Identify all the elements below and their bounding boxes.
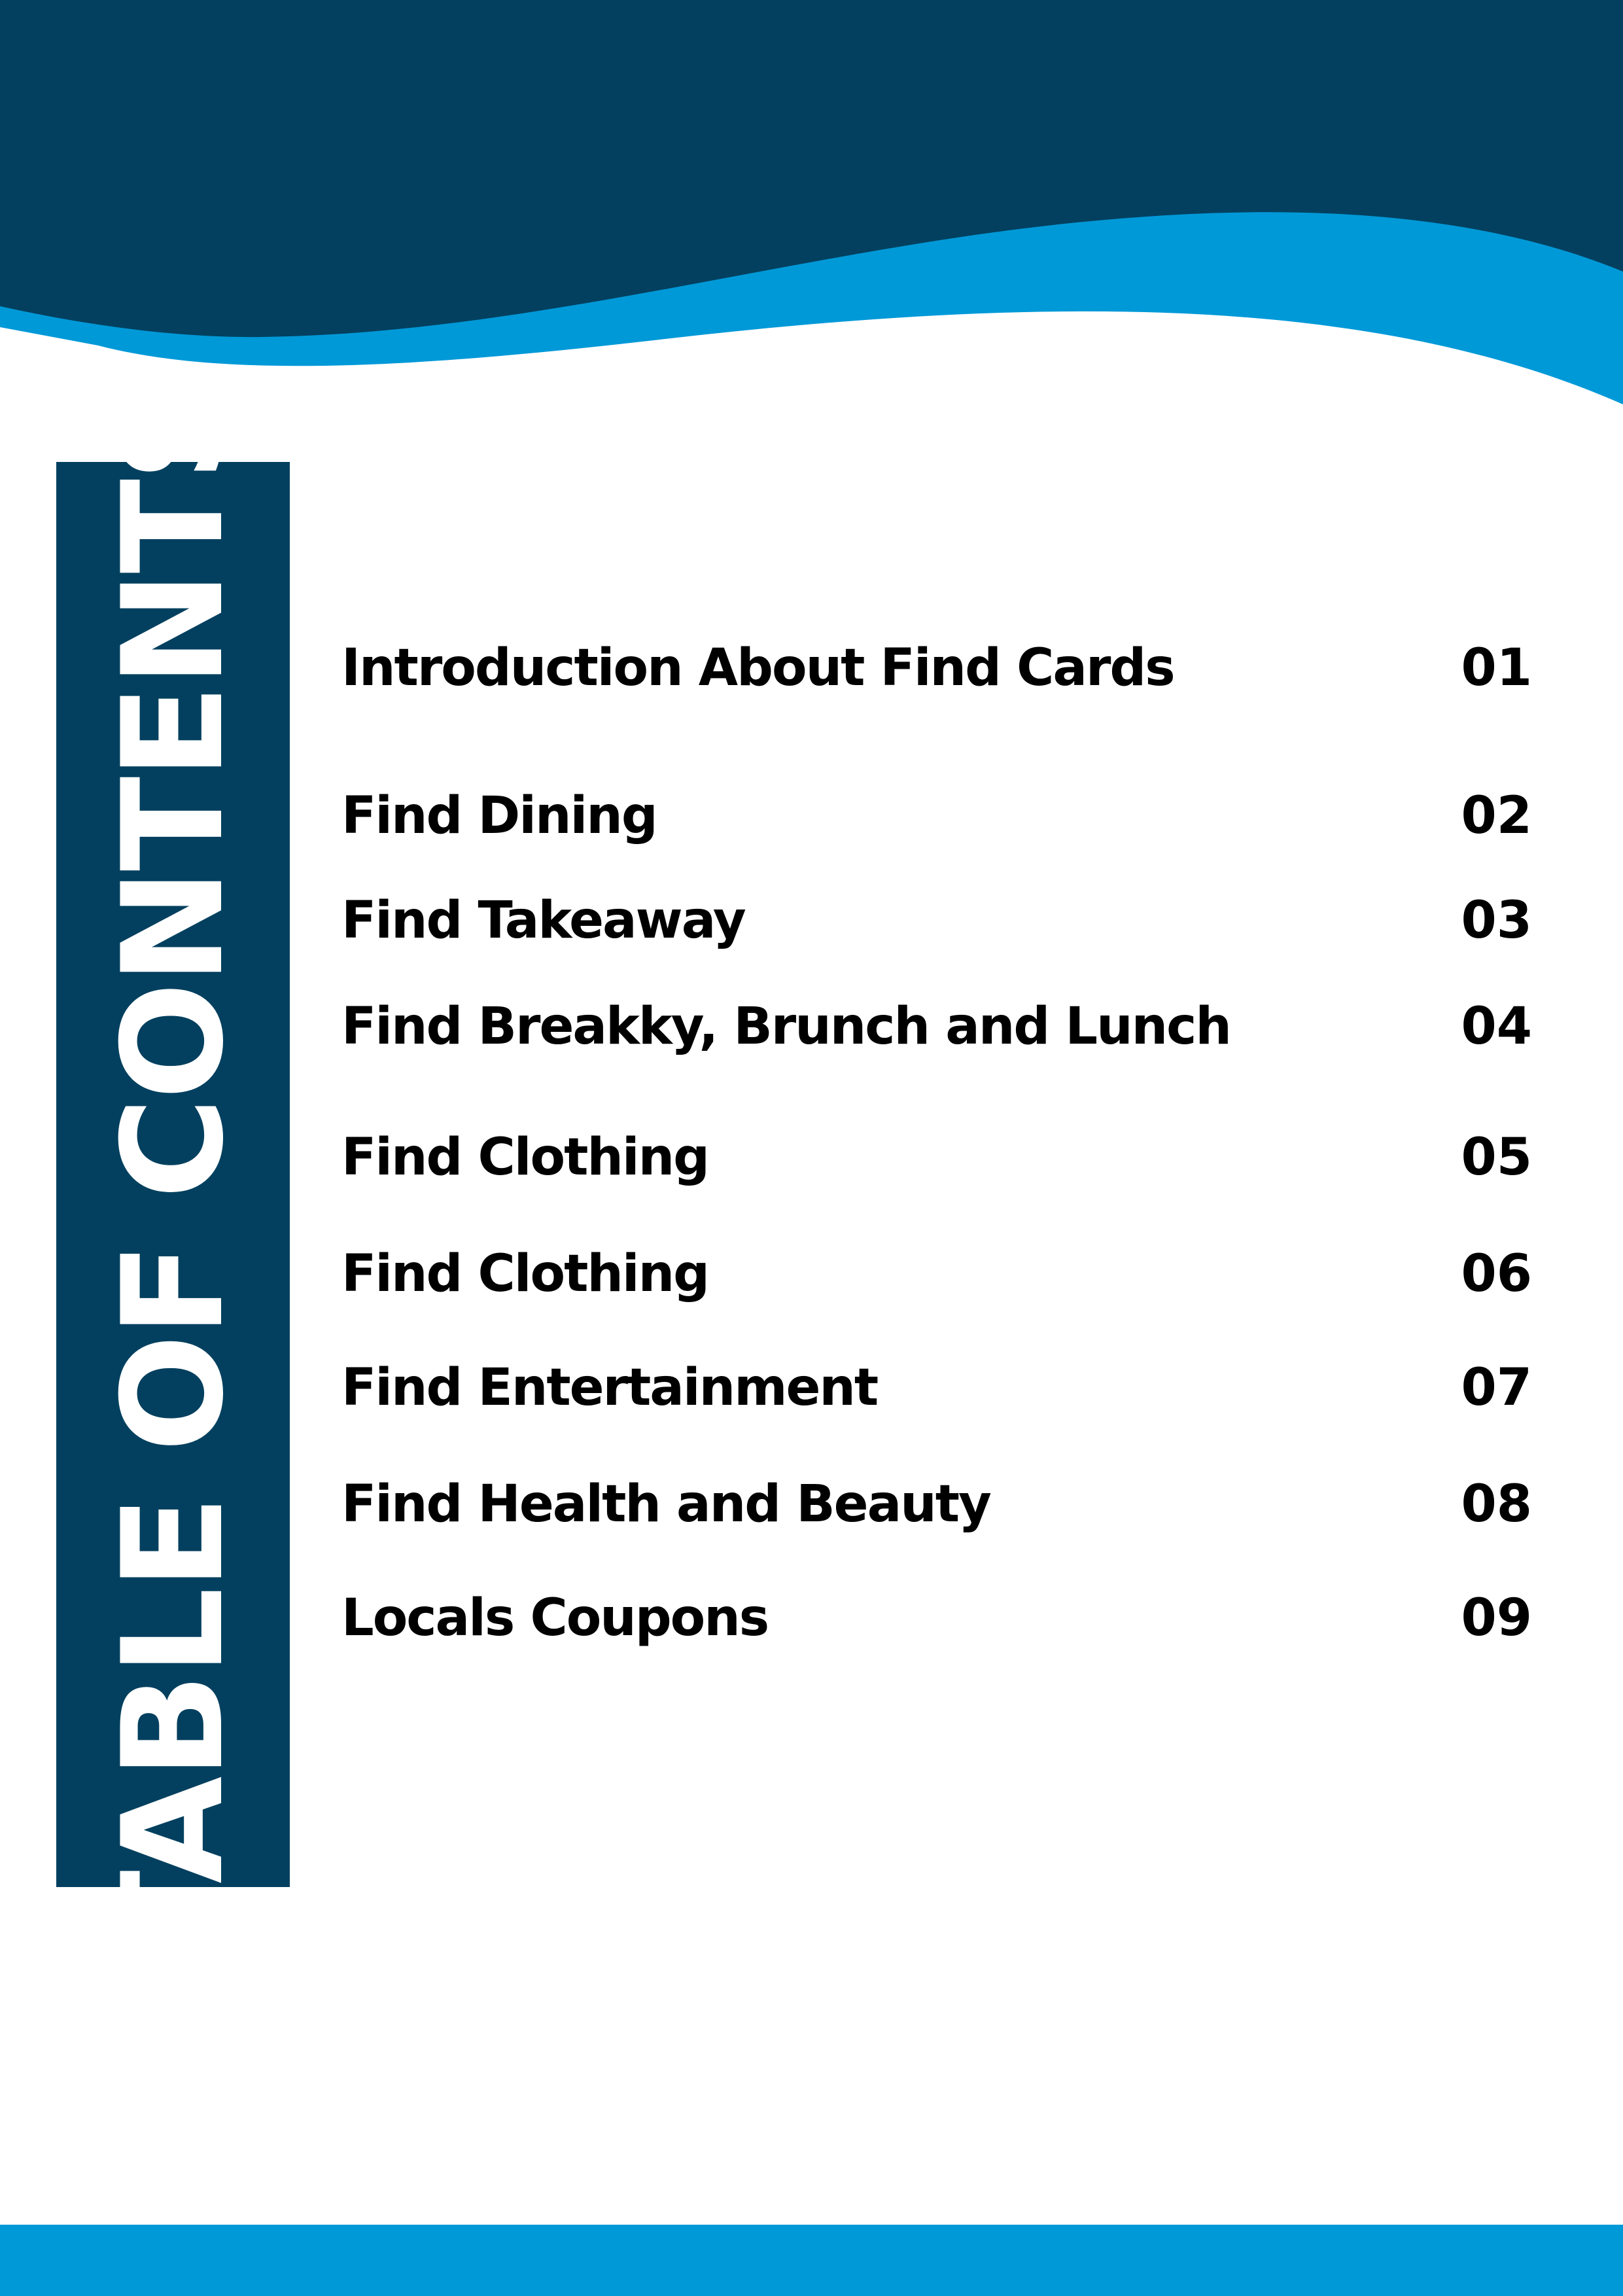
page-title: TABLE OF CONTENTS [92, 384, 254, 1965]
toc-item-page: 07 [1461, 1358, 1532, 1417]
toc-item-label: Find Entertainment [341, 1358, 878, 1417]
toc-item-label: Find Takeaway [341, 891, 745, 950]
toc-item-label: Find Clothing [341, 1245, 709, 1303]
toc-list [341, 0, 1532, 2296]
toc-item-label: Introduction About Find Cards [341, 639, 1174, 698]
toc-item[interactable] [341, 1118, 1532, 1187]
toc-item[interactable] [341, 987, 1532, 1056]
footer-bar [0, 2225, 1623, 2296]
toc-item[interactable] [341, 1234, 1532, 1303]
toc-item-page: 09 [1461, 1589, 1532, 1648]
toc-item-page: 02 [1461, 786, 1532, 845]
toc-item[interactable] [341, 1578, 1532, 1648]
toc-item-label: Find Clothing [341, 1128, 709, 1187]
toc-item[interactable] [341, 628, 1532, 698]
toc-item-page: 08 [1461, 1475, 1532, 1534]
toc-item-label: Find Dining [341, 786, 657, 845]
toc-item[interactable] [341, 1348, 1532, 1417]
title-bar [56, 384, 290, 1965]
toc-item-label: Locals Coupons [341, 1589, 769, 1648]
toc-item-page: 05 [1461, 1128, 1532, 1187]
toc-item[interactable] [341, 776, 1532, 845]
toc-item-page: 04 [1461, 997, 1532, 1056]
toc-item[interactable] [341, 881, 1532, 950]
toc-item-page: 01 [1461, 639, 1532, 698]
toc-item-page: 03 [1461, 891, 1532, 950]
toc-item[interactable] [341, 1464, 1532, 1534]
toc-item-label: Find Health and Beauty [341, 1475, 990, 1534]
toc-item-label: Find Breakky, Brunch and Lunch [341, 997, 1230, 1056]
toc-item-page: 06 [1461, 1245, 1532, 1303]
